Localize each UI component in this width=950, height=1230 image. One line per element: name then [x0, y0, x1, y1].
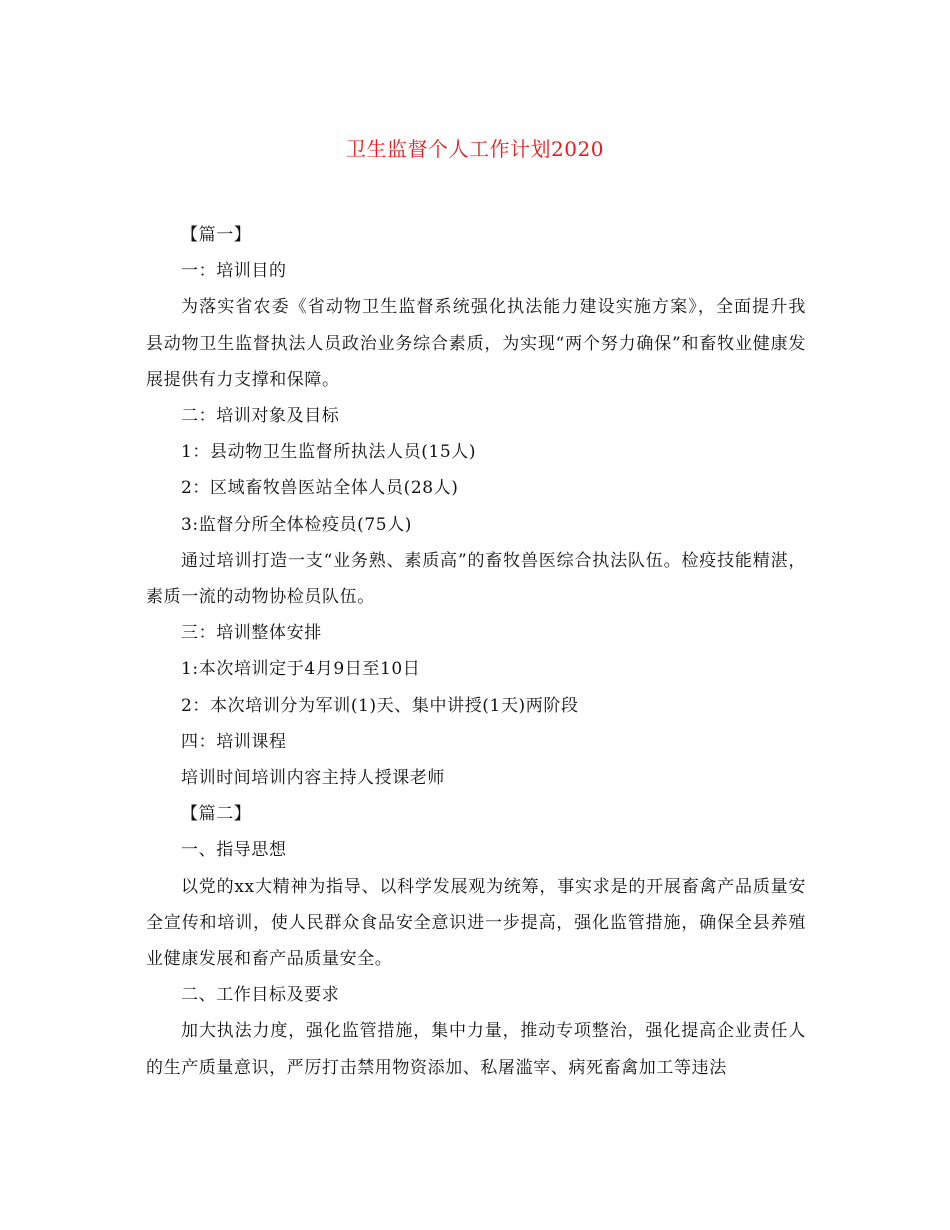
list-item-arrangement-2: 2：本次培训分为军训(1)天、集中讲授(1天)两阶段: [181, 695, 579, 716]
paragraph-training-goal: 通过培训打造一支“业务熟、素质高”的畜牧兽医综合执法队伍。检疫技能精湛，素质一流的动物协检员队伍。: [146, 550, 806, 608]
document-body: [146, 217, 806, 1086]
document-title: 卫生监督个人工作计划2020: [346, 137, 604, 161]
paragraph-course-table-header: 培训时间培训内容主持人授课老师: [181, 768, 445, 789]
paragraph-guiding-ideology: 以党的xx大精神为指导、以科学发展观为统筹，事实求是的开展畜禽产品质量安全宣传和培训，使人民群众食品安全意识进一步提高，强化监管措施，确保全县养殖业健康发展和畜产品质量安全。: [146, 876, 806, 970]
list-item-arrangement-1: 1:本次培训定于4月9日至10日: [181, 659, 421, 680]
heading-guiding-ideology: 一、指导思想: [181, 840, 287, 861]
heading-training-targets: 二：培训对象及目标: [181, 406, 340, 427]
heading-training-purpose: 一：培训目的: [181, 261, 287, 282]
heading-training-courses: 四：培训课程: [181, 731, 287, 752]
heading-work-goals: 二、工作目标及要求: [181, 985, 340, 1006]
paragraph-training-purpose: 为落实省农委《省动物卫生监督系统强化执法能力建设实施方案》，全面提升我县动物卫生监督执法人员政治业务综合素质，为实现“两个努力确保”和畜牧业健康发展提供有力支撑和保障。: [146, 297, 806, 390]
section-heading-part-two: 【篇二】: [181, 804, 252, 825]
list-item-target-1: 1：县动物卫生监督所执法人员(15人): [181, 442, 477, 463]
list-item-target-2: 2：区域畜牧兽医站全体人员(28人): [181, 478, 459, 499]
paragraph-work-goals: 加大执法力度，强化监管措施，集中力量，推动专项整治，强化提高企业责任人的生产质量意识，严厉打击禁用物资添加、私屠滥宰、病死畜禽加工等违法: [146, 1021, 806, 1078]
list-item-target-3: 3:监督分所全体检疫员(75人): [181, 514, 413, 535]
section-heading-part-one: 【篇一】: [181, 225, 252, 245]
heading-training-arrangement: 三：培训整体安排: [181, 623, 322, 644]
